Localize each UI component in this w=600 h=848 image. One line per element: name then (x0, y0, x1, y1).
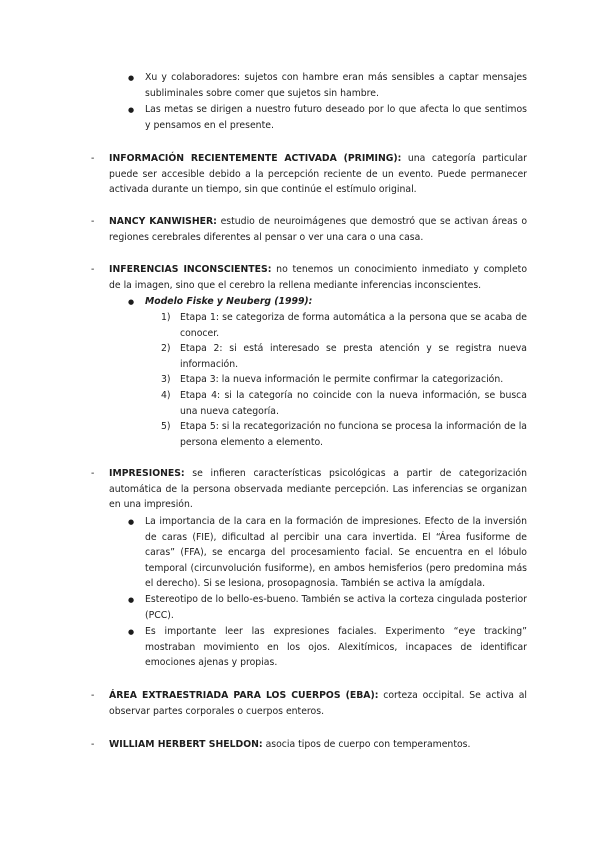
bullet-marker: ● (128, 518, 135, 526)
section-impresiones (109, 466, 527, 513)
section-text: se infieren características psicológicas a partir de categorización automática de la persona observada mediante percepción. Las inferencias se organizan en una impresión. (109, 468, 527, 511)
section-eba (109, 688, 527, 719)
section-text: estudio de neuroimágenes que demostró que se activan áreas o regiones cerebrales diferentes al pensar o ver una cara o una casa. (109, 216, 528, 243)
step-number: 3) (161, 374, 171, 385)
section-title: WILLIAM HERBERT SHELDON: (109, 739, 263, 750)
section-kanwisher (109, 214, 527, 245)
dash-marker: - (91, 468, 95, 479)
section-priming (109, 151, 527, 198)
section-text: corteza occipital. Se activa al observar partes corporales o cuerpos enteros. (109, 690, 527, 717)
bullet-marker: ● (128, 106, 135, 114)
step-item: Etapa 3: la nueva información le permite confirmar la categorización. (180, 374, 504, 385)
step-number: 5) (161, 421, 171, 432)
step-item: Etapa 4: si la categoría no coincide con la nueva información, se busca una nueva categoría. (180, 390, 527, 417)
dash-marker: - (91, 153, 95, 164)
bullet-cara: La importancia de la cara en la formación de impresiones. Efecto de la inversión de caras (FIE), dificultad al percibir una cara invertida. El “Área fusiforme de caras” (FFA), se encarga del procesamiento facial. Se encuentra en el lóbulo temporal (circunvolución fusiforme), en ambos hemisferios (pero predomina más el derecho). Si se lesiona, prosopagnosia. También se activa la amígdala. (145, 516, 527, 590)
section-inferencias (109, 262, 527, 293)
step-item: Etapa 1: se categoriza de forma automática a la persona que se acaba de conocer. (180, 312, 527, 339)
step-number: 1) (161, 312, 171, 323)
section-title: ÁREA EXTRAESTRIADA PARA LOS CUERPOS (EBA): (109, 690, 379, 701)
step-number: 2) (161, 343, 171, 354)
section-title: INFORMACIÓN RECIENTEMENTE ACTIVADA (PRIMING): (109, 153, 402, 164)
section-sheldon (109, 737, 527, 753)
dash-marker: - (91, 216, 95, 227)
section-text: una categoría particular puede ser accesible debido a la percepción reciente de un evento. Puede permanecer activada durante un tiempo, sin que continúe el estímulo original. (109, 153, 527, 196)
step-item: Etapa 2: si está interesado se presta atención y se registra nueva información. (180, 343, 527, 370)
dash-marker: - (91, 264, 95, 275)
model-title: Modelo Fiske y Neuberg (1999): (145, 296, 313, 307)
bullet-marker: ● (128, 74, 135, 82)
section-title: IMPRESIONES: (109, 468, 185, 479)
section-title: NANCY KANWISHER: (109, 216, 217, 227)
bullet-expresiones: Es importante leer las expresiones faciales. Experimento “eye tracking” mostraban movimiento en los ojos. Alexitímicos, incapaces de identificar emociones ajenas y propias. (145, 626, 527, 669)
section-title: INFERENCIAS INCONSCIENTES: (109, 264, 272, 275)
bullet-marker: ● (128, 596, 135, 604)
dash-marker: - (91, 739, 95, 750)
bullet-marker: ● (128, 628, 135, 636)
step-item: Etapa 5: si la recategorización no funciona se procesa la información de la persona elemento a elemento. (180, 421, 527, 448)
section-text: asocia tipos de cuerpo con temperamentos. (262, 739, 471, 750)
bullet-marker: ● (128, 298, 135, 306)
dash-marker: - (91, 690, 95, 701)
step-number: 4) (161, 390, 171, 401)
bullet-metas: Las metas se dirigen a nuestro futuro deseado por lo que afecta lo que sentimos y pensamos en el presente. (145, 104, 527, 131)
section-text: no tenemos un conocimiento inmediato y completo de la imagen, sino que el cerebro la rellena mediante inferencias inconscientes. (109, 264, 528, 291)
bullet-xu: Xu y colaboradores: sujetos con hambre eran más sensibles a captar mensajes subliminales sobre comer que sujetos sin hambre. (145, 72, 527, 99)
bullet-bello: Estereotipo de lo bello-es-bueno. También se activa la corteza cingulada posterior (PCC). (145, 594, 527, 621)
